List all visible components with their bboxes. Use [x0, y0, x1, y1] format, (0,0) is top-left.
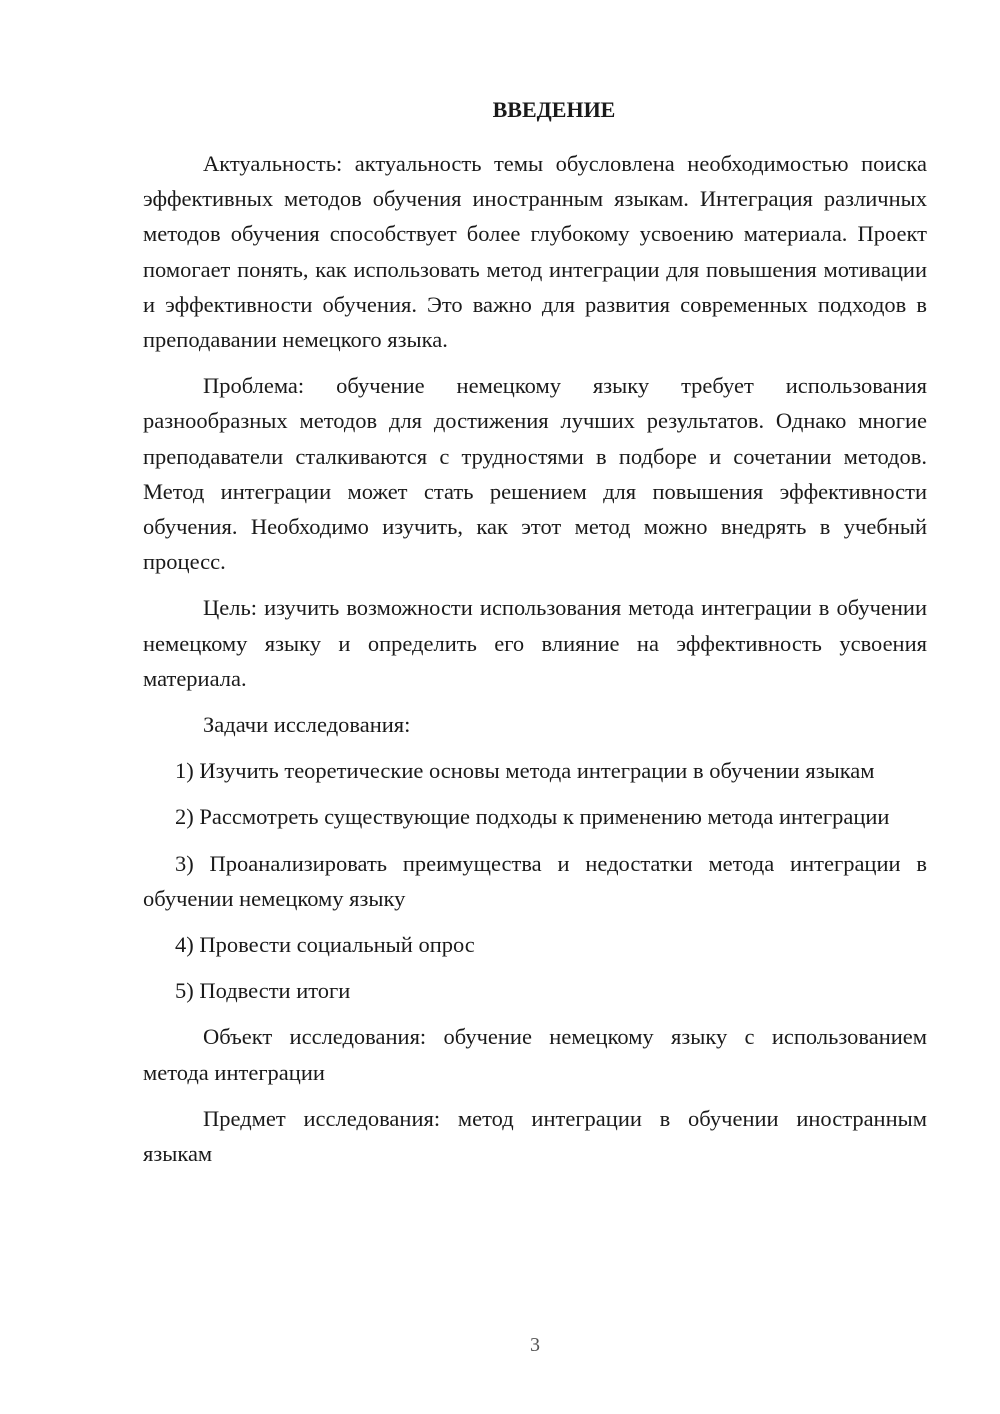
paragraph-subject: Предмет исследования: метод интеграции в обучении иностранным языкам: [143, 1105, 927, 1167]
paragraph-goal: Цель: изучить возможности использования метода интеграции в обучении немецкому языку и определить его влияние на эффективность усвоения материала.: [143, 595, 927, 691]
task-item-4: 4) Провести социальный опрос: [175, 932, 475, 958]
page-content: [143, 92, 927, 1182]
paragraph-object: Объект исследования: обучение немецкому языку с использованием метода интеграции: [143, 1024, 927, 1085]
task-item-3: 3) Проанализировать преимущества и недостатки метода интеграции в обучении немецкому языку: [143, 850, 927, 911]
task-item-2: 2) Рассмотреть существующие подходы к применению метода интеграции: [175, 804, 890, 830]
page-number: 3: [530, 1334, 540, 1356]
task-item-1: 1) Изучить теоретические основы метода интеграции в обучении языкам: [175, 758, 875, 784]
tasks-title: Задачи исследования:: [203, 712, 411, 738]
task-item-5: 5) Подвести итоги: [175, 978, 351, 1004]
section-heading: ВВЕДЕНИЕ: [492, 97, 616, 122]
paragraph-relevance: Актуальность: актуальность темы обусловлена необходимостью поиска эффективных методов обучения иностранным языкам. Интеграция различных методов обучения способствует более глубокому усвоению материала. Проект помогает понять, как использовать метод интеграции для повышения мотивации и эффективности обучения. Это важно для развития современных подходов в преподавании немецкого языка.: [143, 151, 927, 353]
paragraph-problem: Проблема: обучение немецкому языку требует использования разнообразных методов для достижения лучших результатов. Однако многие преподаватели сталкиваются с трудностями в подборе и сочетании методов. Метод интеграции может стать решением для повышения эффективности обучения. Необходимо изучить, как этот метод можно внедрять в учебный процесс.: [143, 373, 927, 575]
